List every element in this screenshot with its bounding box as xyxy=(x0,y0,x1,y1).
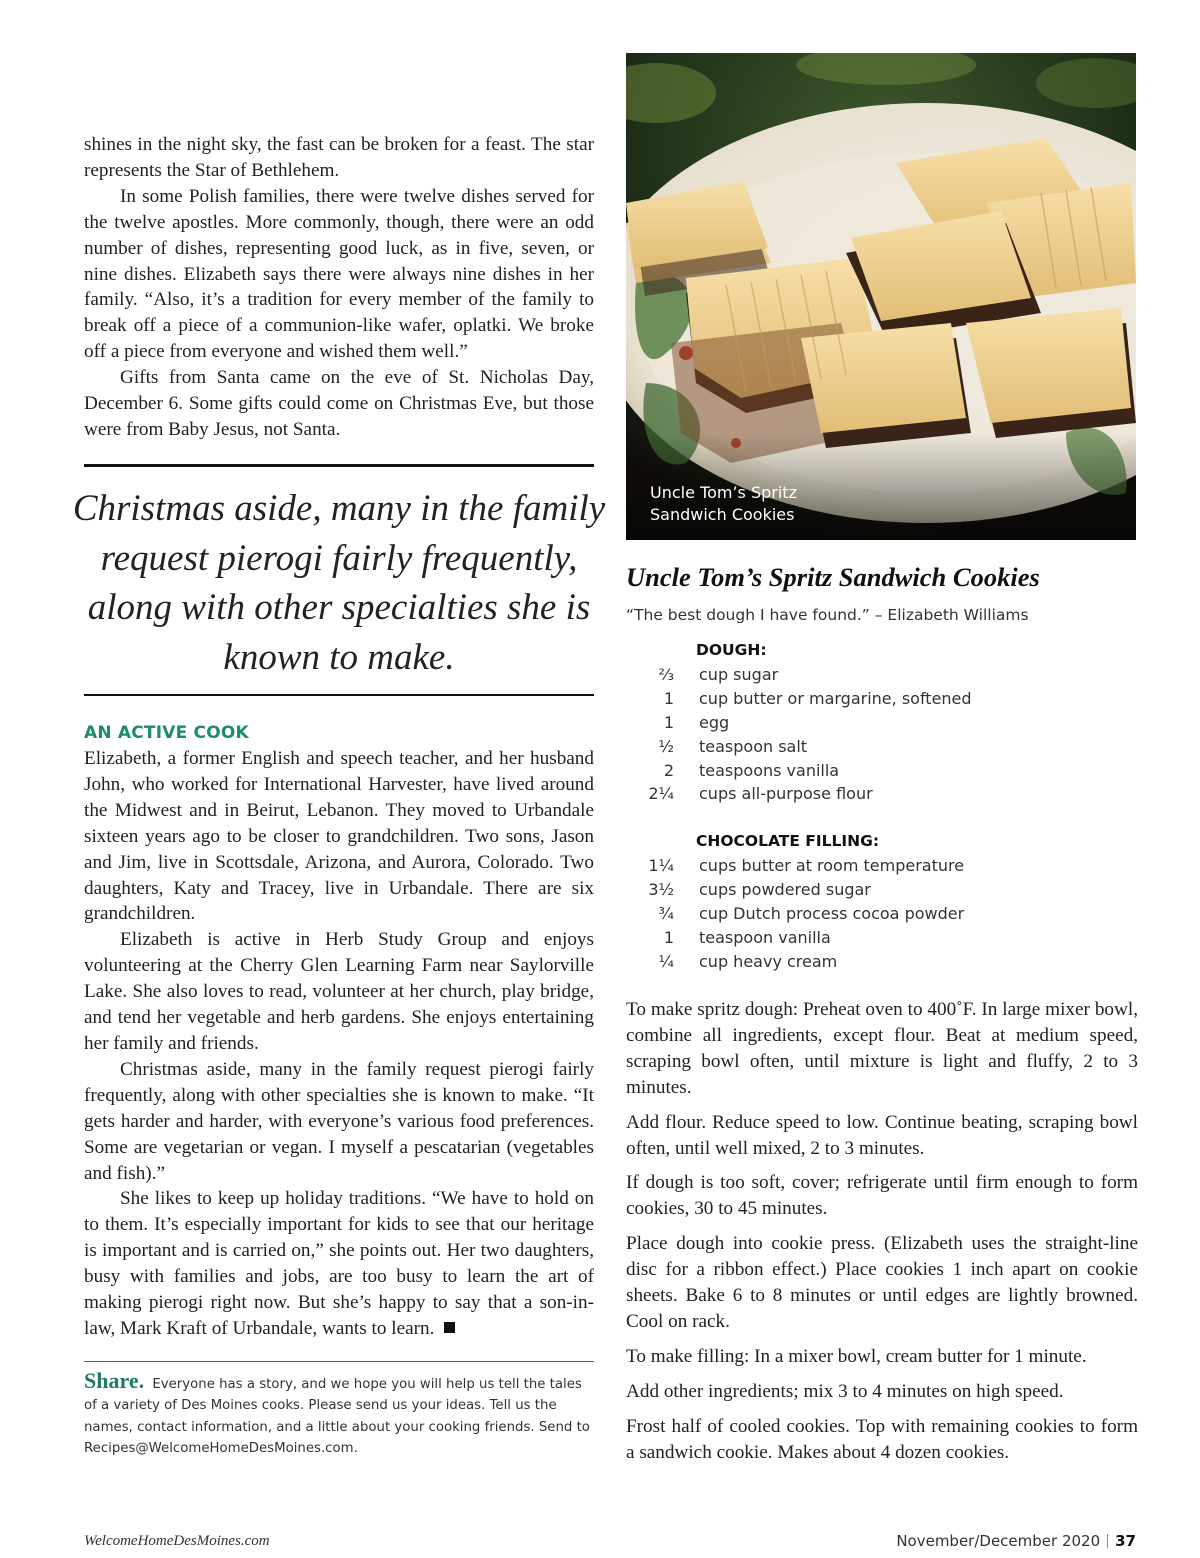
footer-separator xyxy=(1107,1534,1108,1548)
ingredient-row xyxy=(626,734,1146,758)
share-box xyxy=(84,1370,594,1460)
ingredient-text: cup heavy cream xyxy=(699,951,838,971)
dough-heading: DOUGH: xyxy=(696,641,767,659)
body-paragraph: In some Polish families, there were twelve dishes served for the twelve apostles. More commonly, though, there were an odd number of dishes, representing good luck, as in five, seven, or nine dishes. Elizabeth says there were always nine dishes in her family. “Also, it’s a tradition for every member of the family to break off a piece of a communion-like wafer, oplatki. We broke off a piece from everyone and wished them well.” xyxy=(84,185,594,363)
cookie-plate-illustration xyxy=(626,53,1136,540)
filling-ingredients xyxy=(626,831,1146,973)
ingredient-qty: ¾ xyxy=(658,903,674,923)
ingredient-qty: 1¼ xyxy=(648,856,674,876)
intro-text xyxy=(84,132,594,443)
footer-issue xyxy=(896,1532,1136,1550)
ingredient-row xyxy=(626,687,1146,711)
dough-ingredients xyxy=(626,640,1146,806)
ingredient-text: egg xyxy=(699,712,730,732)
body-paragraph: Christmas aside, many in the family request pierogi fairly frequently, along with other specialties she is known to make. “It gets harder and harder, with everyone’s various food preferences. Some are vegetarian or vegan. I myself a pescatarian (vegetables and fish).” xyxy=(84,1058,594,1184)
direction-step: To make filling: In a mixer bowl, cream butter for 1 minute. xyxy=(626,1345,1087,1367)
ingredient-row xyxy=(626,949,1146,973)
body-paragraph: Gifts from Santa came on the eve of St. Nicholas Day, December 6. Some gifts could come on Christmas Eve, but those were from Baby Jesus, not Santa. xyxy=(84,367,594,440)
ingredient-text: teaspoon vanilla xyxy=(699,927,831,947)
recipe-directions xyxy=(626,997,1138,1475)
share-text: Everyone has a story, and we hope you will help us tell the tales of a variety of Des Moines cooks. Please send us your ideas. Tell us the names, contact information, and a little about your cooking friends. Send to Recipes@WelcomeHomeDesMoines.com. xyxy=(84,1377,590,1457)
direction-step: If dough is too soft, cover; refrigerate until firm enough to form cookies, 30 to 45 minutes. xyxy=(626,1172,1138,1220)
ingredient-qty: ⅔ xyxy=(658,665,674,685)
share-divider xyxy=(84,1361,594,1362)
end-mark-icon xyxy=(444,1322,455,1333)
body-paragraph: Elizabeth, a former English and speech teacher, and her husband John, who worked for International Harvester, have lived around the Midwest and in Beirut, Lebanon. They moved to Urbandale sixteen years ago to be closer to grandchildren. Two sons, Jason and Jim, live in Scottsdale, Arizona, and Aurora, Colorado. Two daughters, Katy and Tracey, live in Urbandale. There are six grandchildren. xyxy=(84,748,594,925)
share-label: Share. xyxy=(84,1368,145,1393)
ingredient-text: cup butter or margarine, softened xyxy=(699,689,972,709)
ingredient-qty: 2¼ xyxy=(648,784,674,804)
direction-step: Frost half of cooled cookies. Top with remaining cookies to form a sandwich cookie. Makes about 4 dozen cookies. xyxy=(626,1415,1138,1463)
recipe-quote: “The best dough I have found.” – Elizabeth Williams xyxy=(626,606,1029,624)
ingredient-text: cup sugar xyxy=(699,665,779,685)
direction-step: Add other ingredients; mix 3 to 4 minutes on high speed. xyxy=(626,1380,1064,1402)
filling-heading: CHOCOLATE FILLING: xyxy=(696,832,880,850)
body-paragraph-last xyxy=(84,1186,594,1341)
ingredient-text: teaspoons vanilla xyxy=(699,760,840,780)
section-heading: AN ACTIVE COOK xyxy=(84,723,249,743)
ingredient-row xyxy=(626,758,1146,782)
direction-step: Add flour. Reduce speed to low. Continue beating, scraping bowl often, until well mixed, 2 to 3 minutes. xyxy=(626,1111,1138,1159)
cookie-photo xyxy=(626,53,1136,540)
direction-step: Place dough into cookie press. (Elizabeth uses the straight-line disc for a ribbon effect.) Place cookies 1 inch apart on cookie sheets. Bake 6 to 8 minutes or until edges are lightly browned. Cool on rack. xyxy=(626,1233,1138,1332)
page-number: 37 xyxy=(1115,1532,1136,1550)
issue-date: November/December 2020 xyxy=(896,1532,1101,1550)
pull-quote-bottom-rule xyxy=(84,694,594,696)
photo-caption: Uncle Tom’s Spritz Sandwich Cookies xyxy=(650,483,797,524)
active-cook-section xyxy=(84,722,594,1342)
ingredient-row xyxy=(626,854,1146,878)
ingredient-row xyxy=(626,878,1146,902)
ingredient-qty: 1 xyxy=(663,689,674,709)
ingredient-qty: 3½ xyxy=(648,880,674,900)
ingredient-text: cup Dutch process cocoa powder xyxy=(699,903,965,923)
ingredient-qty: 2 xyxy=(663,760,674,780)
ingredient-text: cups butter at room temperature xyxy=(699,856,965,876)
ingredient-text: cups all-purpose flour xyxy=(699,784,873,804)
ingredient-row xyxy=(626,663,1146,687)
ingredient-text: cups powdered sugar xyxy=(699,880,871,900)
pull-quote: Christmas aside, many in the family request pierogi fairly frequently, along with other specialties she is known to make. xyxy=(72,488,606,678)
ingredient-text: teaspoon salt xyxy=(699,736,808,756)
ingredient-row xyxy=(626,925,1146,949)
ingredient-row xyxy=(626,782,1146,806)
body-paragraph: shines in the night sky, the fast can be broken for a feast. The star represents the Star of Bethlehem. xyxy=(84,134,594,181)
body-paragraph: Elizabeth is active in Herb Study Group and enjoys volunteering at the Cherry Glen Learning Farm near Saylorville Lake. She also loves to read, volunteer at her church, play bridge, and tend her vegetable and herb gardens. She enjoys entertaining her family and friends. xyxy=(84,929,594,1054)
ingredient-row xyxy=(626,711,1146,735)
recipe-title: Uncle Tom’s Spritz Sandwich Cookies xyxy=(626,562,1040,592)
ingredient-qty: ½ xyxy=(658,736,674,756)
ingredient-qty: 1 xyxy=(663,927,674,947)
footer-website: WelcomeHomeDesMoines.com xyxy=(84,1533,270,1549)
direction-step: To make spritz dough: Preheat oven to 400˚F. In large mixer bowl, combine all ingredients, except flour. Beat at medium speed, scraping bowl often, until mixture is light and fluffy, 2 to 3 minutes. xyxy=(626,999,1138,1098)
body-paragraph-text: She likes to keep up holiday traditions. “We have to hold on to them. It’s especially important for kids to see that our heritage is important and is carried on,” she points out. Her two daughters, busy with families and jobs, are too busy to learn the art of making pierogi right now. But she’s happy to say that a son-in- law, Mark Kraft of Urbandale, wants to learn. xyxy=(84,1188,594,1339)
ingredient-qty: 1 xyxy=(663,712,674,732)
ingredient-qty: ¼ xyxy=(658,951,674,971)
ingredient-row xyxy=(626,902,1146,926)
pull-quote-top-rule xyxy=(84,464,594,467)
